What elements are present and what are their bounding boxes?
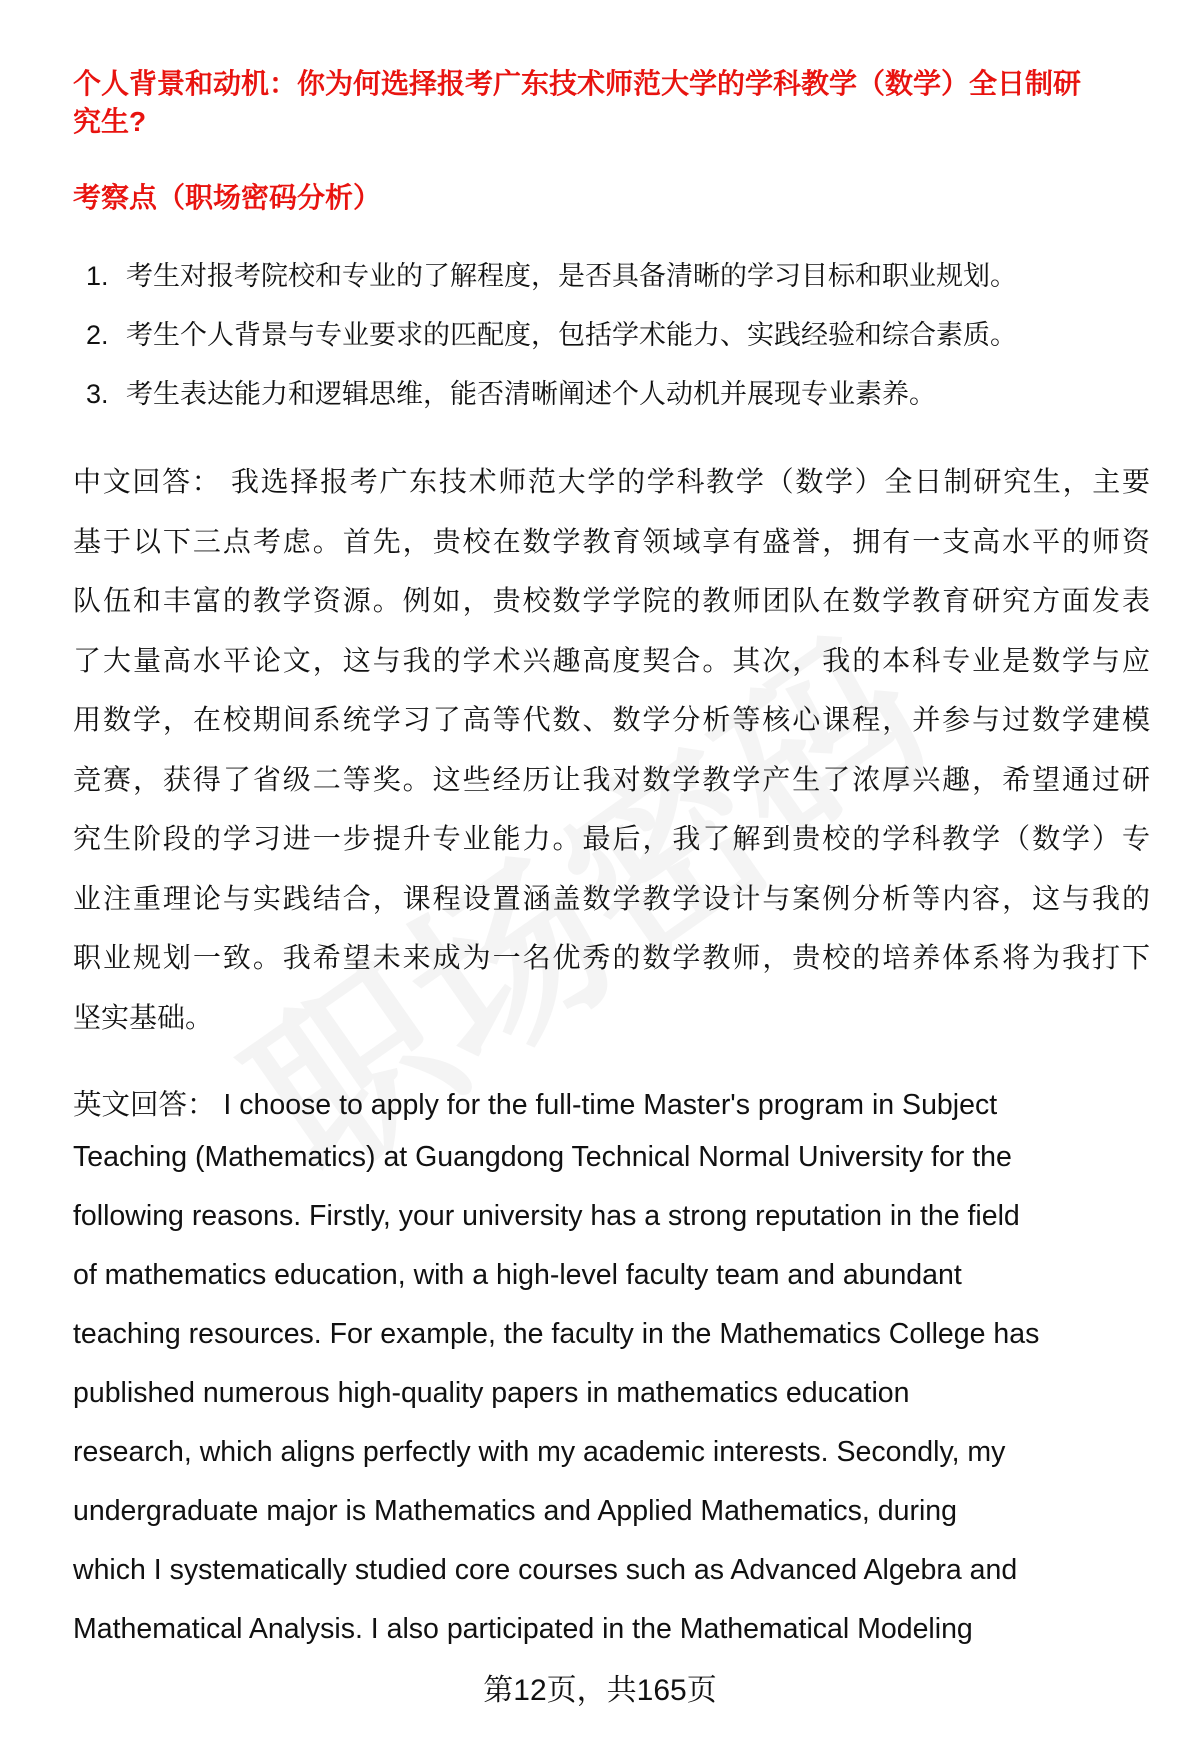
list-item xyxy=(86,254,1017,293)
english-answer-line: following reasons. Firstly, your university has a strong reputation in the field xyxy=(73,1200,1020,1232)
page-number: 第12页，共165页 xyxy=(483,1674,717,1707)
english-answer-line: undergraduate major is Mathematics and Applied Mathematics, during xyxy=(73,1495,957,1527)
list-text: 考生表达能力和逻辑思维，能否清晰阐述个人动机并展现专业素养。 xyxy=(126,379,936,409)
chinese-answer-line: 基于以下三点考虑。首先，贵校在数学教育领域享有盛誉，拥有一支高水平的师资 xyxy=(73,525,1150,557)
list-text: 考生个人背景与专业要求的匹配度，包括学术能力、实践经验和综合素质。 xyxy=(126,320,1017,350)
chinese-answer-line: 了大量高水平论文，这与我的学术兴趣高度契合。其次，我的本科专业是数学与应 xyxy=(73,644,1150,676)
chinese-answer-line: 用数学，在校期间系统学习了高等代数、数学分析等核心课程，并参与过数学建模 xyxy=(73,704,1150,735)
english-answer-line: 英文回答： I choose to apply for the full-time Master's program in Subject xyxy=(73,1089,998,1121)
english-answer-line: Mathematical Analysis. I also participated in the Mathematical Modeling xyxy=(73,1613,973,1645)
question-title-line2: 究生? xyxy=(73,106,147,137)
list-number: 3. xyxy=(86,379,109,409)
chinese-answer-line: 职业规划一致。我希望未来成为一名优秀的数学教师，贵校的培养体系将为我打下 xyxy=(73,942,1150,973)
english-answer-line: Teaching (Mathematics) at Guangdong Technical Normal University for the xyxy=(73,1141,1012,1173)
chinese-answer-line: 坚实基础。 xyxy=(73,1001,214,1033)
chinese-answer-line: 究生阶段的学习进一步提升专业能力。最后，我了解到贵校的学科教学（数学）专 xyxy=(73,823,1150,854)
english-answer-line: research, which aligns perfectly with my academic interests. Secondly, my xyxy=(73,1436,1006,1468)
chinese-answer-line: 竞赛，获得了省级二等奖。这些经历让我对数学教学产生了浓厚兴趣，希望通过研 xyxy=(73,763,1150,795)
list-number: 1. xyxy=(86,261,109,291)
list-text: 考生对报考院校和专业的了解程度，是否具备清晰的学习目标和职业规划。 xyxy=(126,261,1017,291)
chinese-answer-line: 队伍和丰富的教学资源。例如，贵校数学学院的教师团队在数学教育研究方面发表 xyxy=(73,585,1150,616)
list-number: 2. xyxy=(86,320,109,350)
section-title: 考察点（职场密码分析） xyxy=(73,182,382,213)
english-answer-line: which I systematically studied core courses such as Advanced Algebra and xyxy=(73,1554,1018,1586)
list-item xyxy=(86,372,936,411)
chinese-answer-line: 中文回答： 我选择报考广东技术师范大学的学科教学（数学）全日制研究生，主要 xyxy=(73,466,1150,497)
english-answer-line: of mathematics education, with a high-level faculty team and abundant xyxy=(73,1259,962,1291)
chinese-answer-line: 业注重理论与实践结合，课程设置涵盖数学教学设计与案例分析等内容，这与我的 xyxy=(73,882,1150,914)
english-answer-line: teaching resources. For example, the faculty in the Mathematics College has xyxy=(73,1318,1040,1350)
list-item xyxy=(86,313,1017,352)
question-title-line1: 个人背景和动机：你为何选择报考广东技术师范大学的学科教学（数学）全日制研 xyxy=(73,68,1082,99)
english-answer-line: published numerous high-quality papers in mathematics education xyxy=(73,1377,910,1409)
